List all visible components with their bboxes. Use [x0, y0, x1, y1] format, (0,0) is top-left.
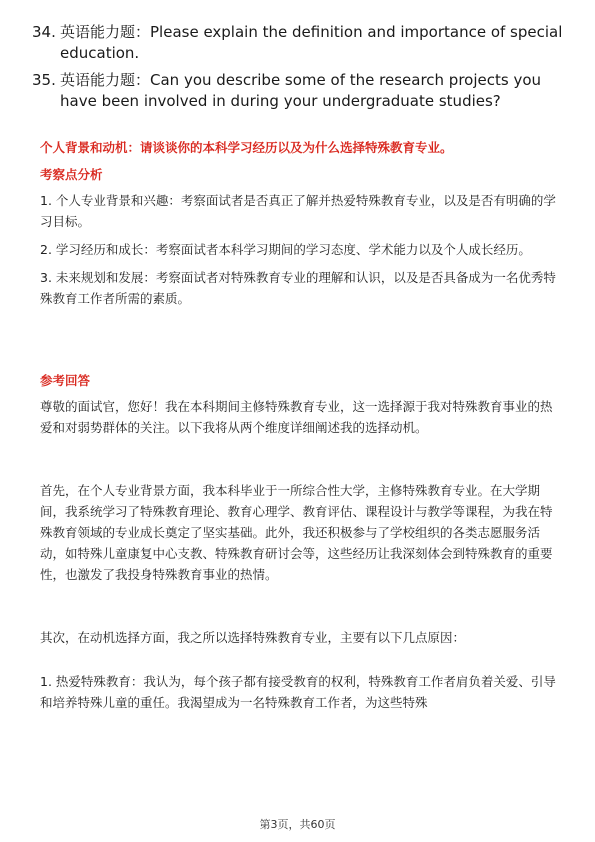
answer-paragraph: 首先，在个人专业背景方面，我本科毕业于一所综合性大学，主修特殊教育专业。在大学期间，我系统学习了特殊教育理论、教育心理学、教育评估、课程设计与教学等课程，为我在特殊教育领域的专业成长奠定了坚实基础。此外，我还积极参与了学校组织的各类志愿服务活动，如特殊儿童康复中心支教、特殊教育研讨会等，这些经历让我深刻体会到特殊教育的重要性，也激发了我投身特殊教育事业的热情。: [40, 483, 553, 582]
answer-paragraph: 尊敬的面试官，您好！我在本科期间主修特殊教育专业，这一选择源于我对特殊教育事业的热爱和对弱势群体的关注。以下我将从两个维度详细阐述我的选择动机。: [40, 399, 553, 435]
question-text: 英语能力题：Please explain the definition and importance of special education.: [60, 23, 563, 62]
question-number: 35.: [32, 71, 56, 89]
analysis-item: 3. 未来规划和发展：考察面试者对特殊教育专业的理解和认识，以及是否具备成为一名优秀特殊教育工作者所需的素质。: [40, 270, 556, 306]
question-number: 34.: [32, 23, 56, 41]
section-title: 个人背景和动机：请谈谈你的本科学习经历以及为什么选择特殊教育专业。: [40, 140, 453, 155]
question-text: 英语能力题：Can you describe some of the research projects you have been involved in during your undergraduate studies?: [60, 71, 542, 110]
answer-heading: 参考回答: [40, 373, 91, 388]
analysis-item: 1. 个人专业背景和兴趣：考察面试者是否真正了解并热爱特殊教育专业，以及是否有明确的学习目标。: [40, 193, 556, 229]
question-item: [32, 22, 567, 64]
answer-paragraph: 1. 热爱特殊教育：我认为，每个孩子都有接受教育的权利，特殊教育工作者肩负着关爱、引导和培养特殊儿童的重任。我渴望成为一名特殊教育工作者，为这些特殊: [40, 674, 556, 710]
analysis-item: 2. 学习经历和成长：考察面试者本科学习期间的学习态度、学术能力以及个人成长经历。: [40, 242, 531, 257]
analysis-heading: 考察点分析: [40, 167, 103, 182]
question-list: [32, 22, 567, 118]
page-footer: 第3页，共60页: [259, 818, 336, 831]
answer-body: [40, 396, 560, 713]
analysis-list: [40, 190, 560, 309]
answer-paragraph: 其次，在动机选择方面，我之所以选择特殊教育专业，主要有以下几点原因：: [40, 630, 466, 645]
question-item: [32, 70, 567, 112]
